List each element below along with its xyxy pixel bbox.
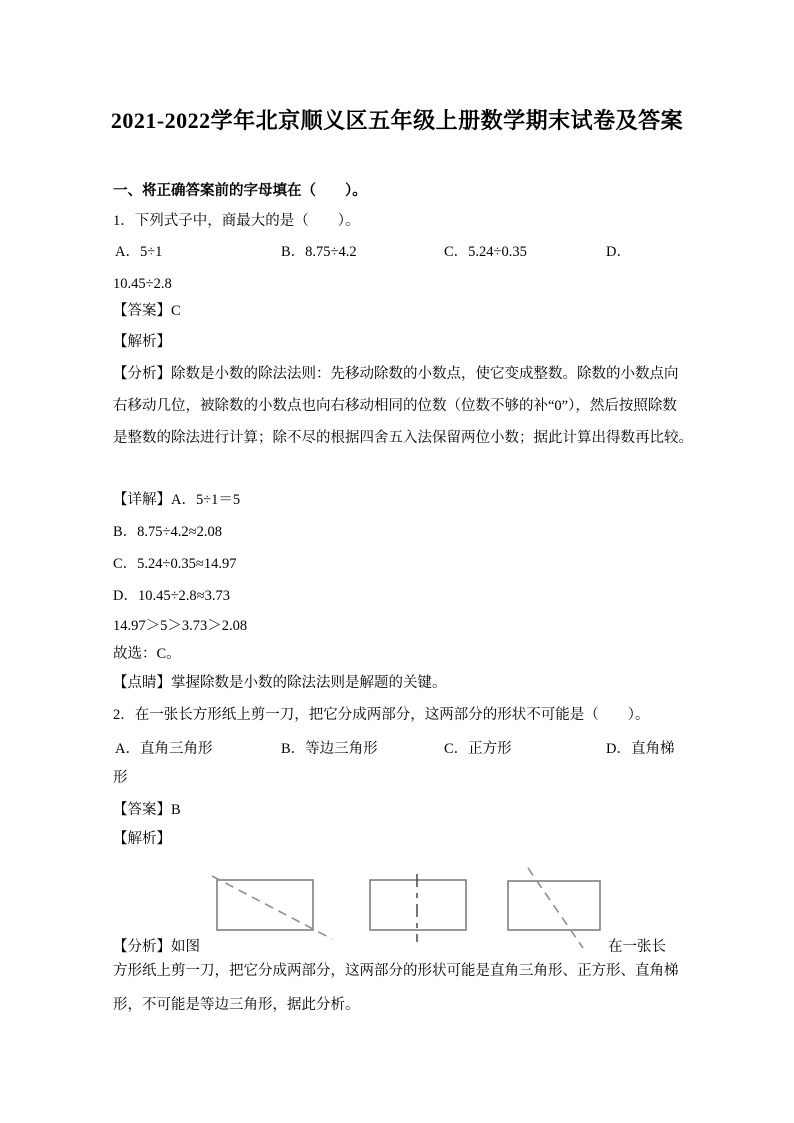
q2-option-c: C．正方形	[444, 741, 512, 757]
q1-stem: 1．下列式子中，商最大的是（ ）。	[113, 213, 360, 229]
q1-option-b: B．8.75÷4.2	[281, 244, 357, 260]
q1-xiangjie-line4: D．10.45÷2.8≈3.73	[113, 588, 231, 604]
q1-xiangjie-line2: B．8.75÷4.2≈2.08	[113, 524, 222, 540]
q2-option-b: B．等边三角形	[281, 741, 378, 757]
q2-fenxi-after-figure: 在一张长	[608, 939, 666, 955]
q2-stem: 2．在一张长方形纸上剪一刀，把它分成两部分，这两部分的形状不可能是（ ）。	[113, 707, 650, 723]
q2-option-a: A．直角三角形	[115, 741, 213, 757]
q1-xiangjie-line6: 故选：C。	[113, 646, 181, 662]
q1-fenxi-line3: 是整数的除法进行计算；除不尽的根据四舍五入法保留两位小数；据此计算出得数再比较。	[113, 430, 693, 446]
q2-fenxi-intro: 【分析】如图	[113, 939, 200, 955]
diagonal-cut-line-2	[528, 868, 583, 948]
q1-answer: 【答案】C	[113, 303, 181, 319]
q2-option-d: D．直角梯	[606, 741, 675, 757]
q1-xiangjie-line1: 【详解】A．5÷1＝5	[113, 492, 241, 508]
q1-fenxi-line1: 【分析】除数是小数的除法法则：先移动除数的小数点，使它变成整数。除数的小数点向	[113, 366, 679, 382]
q1-xiangjie-line3: C．5.24÷0.35≈14.97	[113, 556, 237, 572]
rectangle-2	[370, 880, 466, 930]
q1-option-d: D．	[606, 244, 631, 260]
figure-rect2-vertical-cut	[370, 874, 466, 942]
q1-fenxi-line2: 右移动几位，被除数的小数点也向右移动相同的位数（位数不够的补“0”），然后按照除数	[113, 398, 677, 414]
q2-answer: 【答案】B	[113, 802, 181, 818]
q2-jiexi-label: 【解析】	[113, 831, 171, 847]
q1-jiexi-label: 【解析】	[113, 334, 171, 350]
q1-dianjing: 【点睛】掌握除数是小数的除法法则是解题的关键。	[113, 675, 447, 691]
figure-rect3-diagonal-cut	[508, 868, 600, 948]
q1-xiangjie-line5: 14.97＞5＞3.73＞2.08	[113, 618, 248, 634]
rectangle-1	[217, 880, 313, 930]
q2-option-d-continued: 形	[113, 770, 128, 786]
q1-option-c: C．5.24÷0.35	[444, 244, 527, 260]
q2-fenxi-line2: 方形纸上剪一刀，把它分成两部分，这两部分的形状可能是直角三角形、正方形、直角梯	[113, 963, 679, 979]
q2-fenxi-line3: 形，不可能是等边三角形，据此分析。	[113, 997, 360, 1013]
q1-option-d-continued: 10.45÷2.8	[113, 276, 172, 292]
q1-option-a: A．5÷1	[115, 244, 163, 260]
document-title: 2021-2022学年北京顺义区五年级上册数学期末试卷及答案	[110, 108, 684, 133]
figure-rect1-diagonal-cut	[212, 876, 332, 939]
section1-heading: 一、将正确答案前的字母填在（ ）。	[113, 183, 367, 199]
